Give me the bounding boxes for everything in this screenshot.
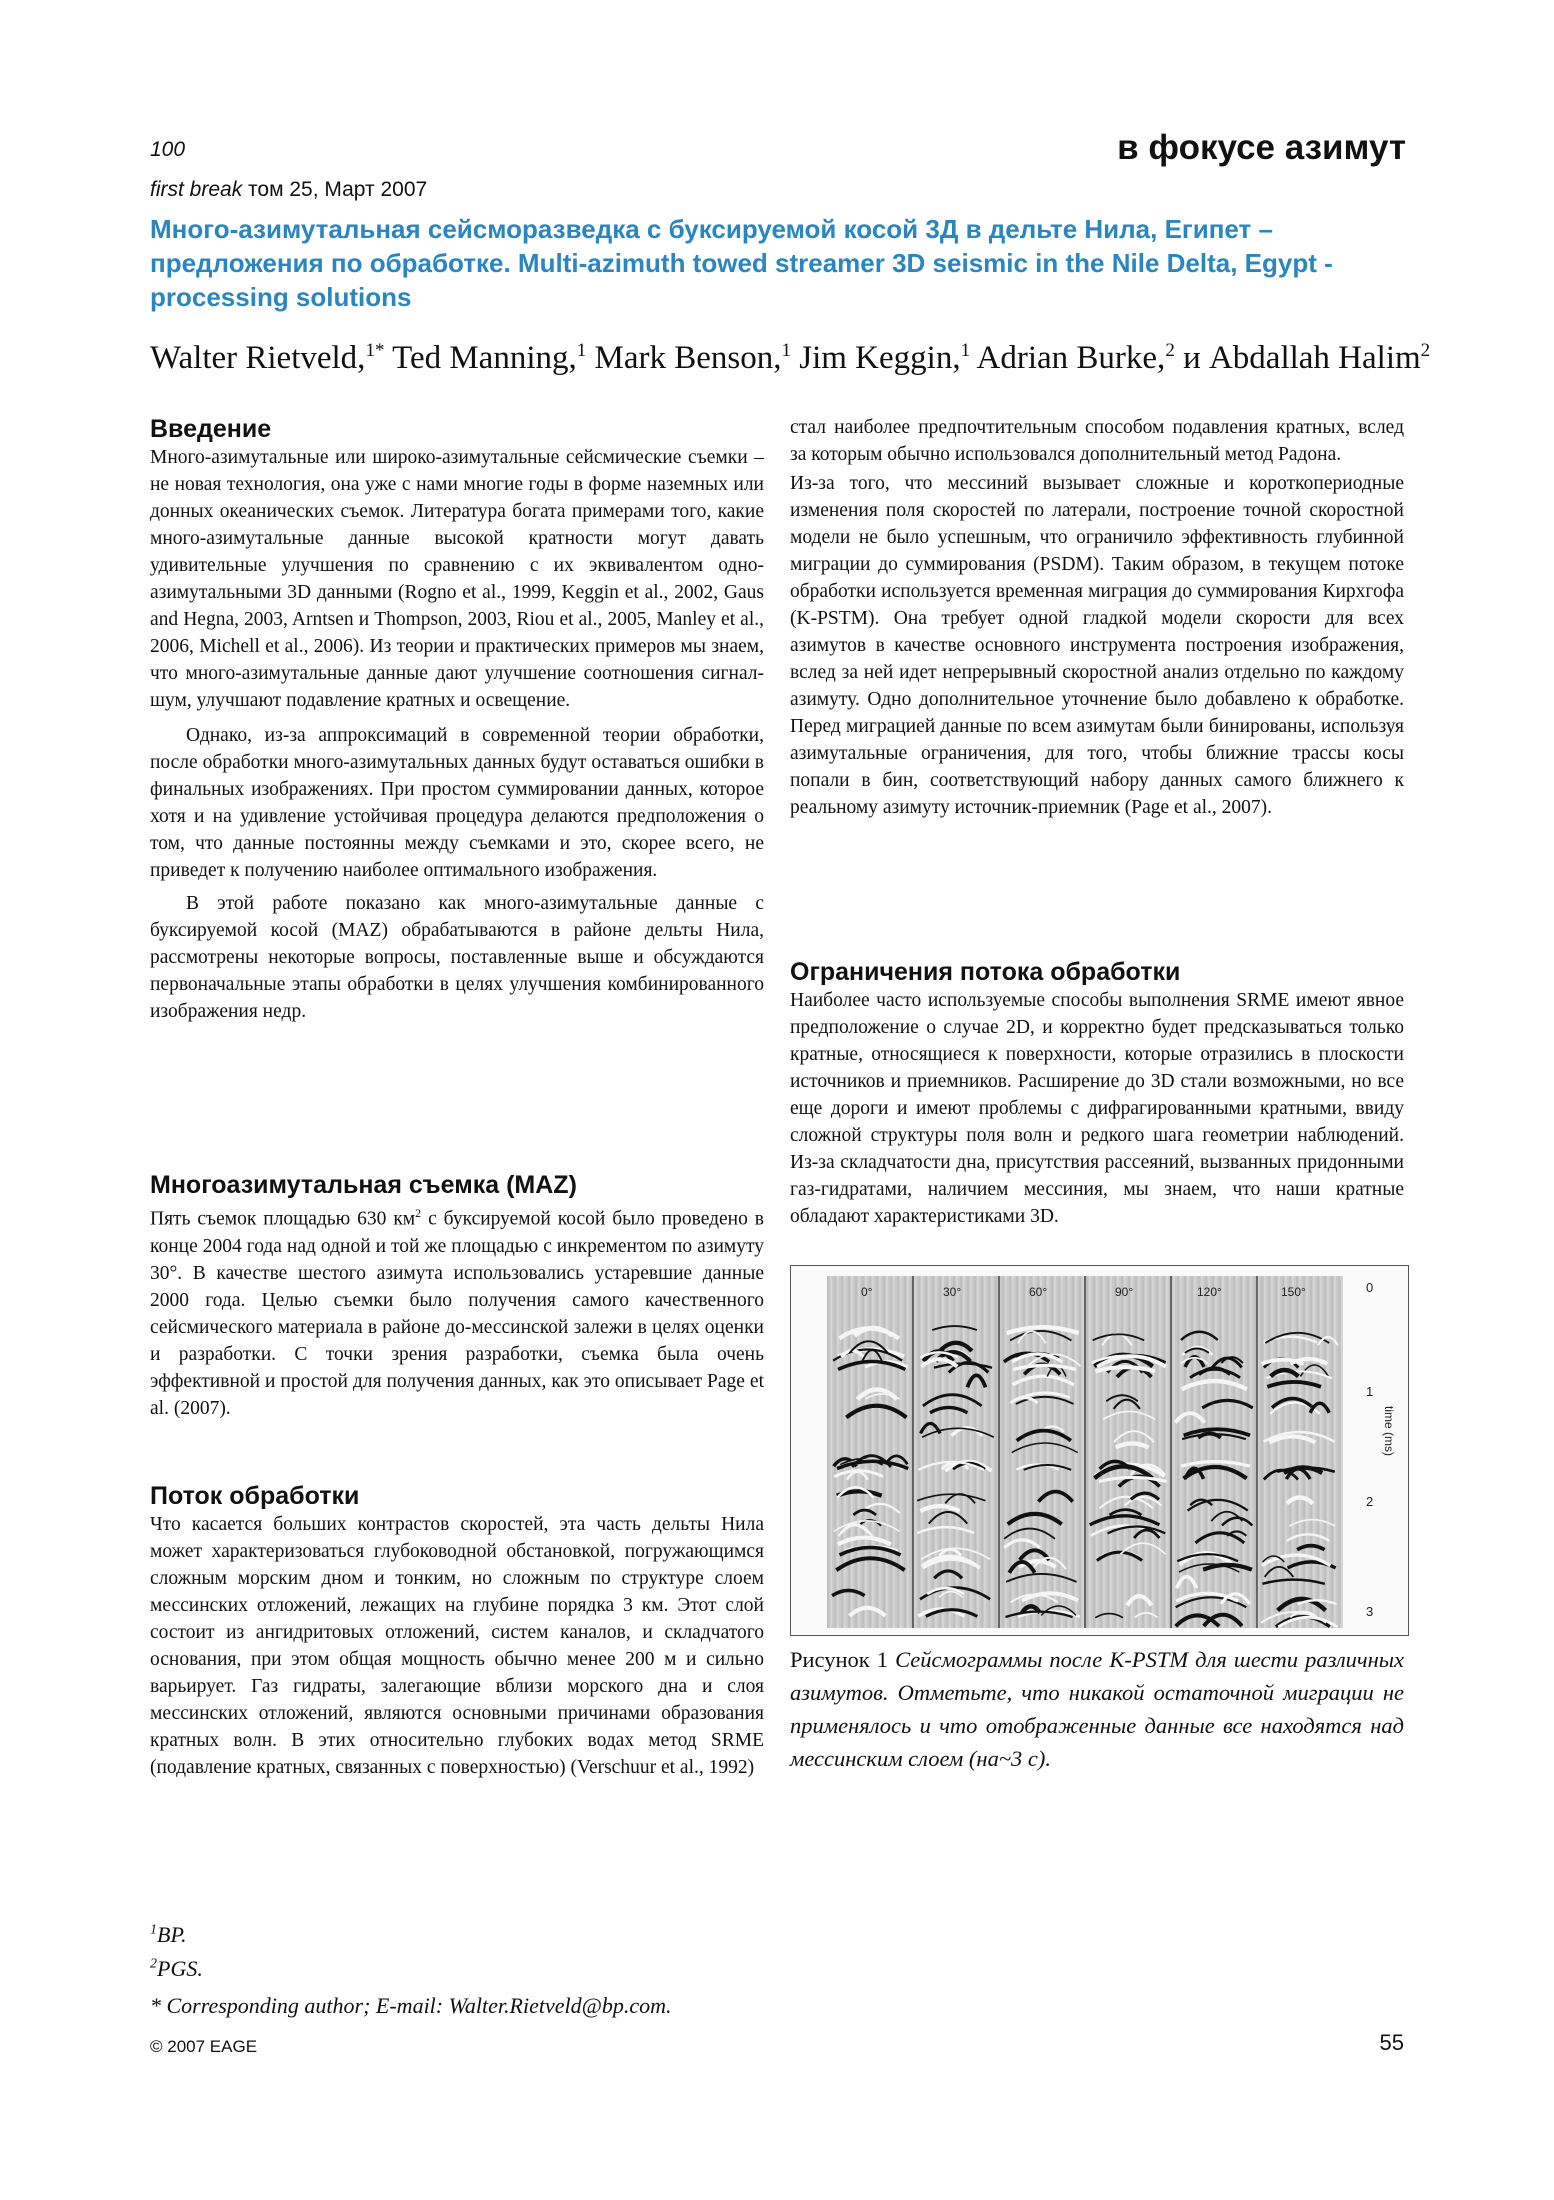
footnote-text: BP. [157,1922,187,1947]
author-affiliation: 1 [960,340,971,361]
footnote-text: Corresponding author; E-mail: Walter.Rietveld@bp.com. [161,1993,672,2018]
author-name: Jim Keggin, [799,340,961,376]
limits-heading: Ограничения потока обработки [790,958,1181,986]
intro-paragraph-3: В этой работе показано как много-азимутальные данные с буксируемой косой (MAZ) обрабатываются в районе дельты Нила, рассмотрены некоторые вопросы, поставленные выше и обсуждаются первоначальные этапы обработки в целях улучшения комбинированного изображения недр. [150,893,764,1022]
footnote-1 [150,1922,187,1948]
author-affiliation: 2 [1420,340,1431,361]
article-title: Много-азимутальная сейсморазведка с буксируемой косой 3Д в дельте Нила, Египет – предложения по обработке. Multi-azimuth towed streamer 3D seismic in the Nile Delta, Egypt - processing solutions [150,214,1333,312]
figure-1-seismic-gathers [790,1265,1409,1636]
kpstm-paragraph: Из-за того, что мессиний вызывает сложные и короткопериодные изменения поля скоростей по латерали, построение точной скоростной модели не было успешным, что ограничило эффективность глубинной миграции до суммирования (PSDM). Таким образом, в текущем потоке обработки используется временная миграция до суммирования Кирхгофа (K-PSTM). Она требует одной гладкой модели скорости для всех азимутов в качестве основного инструмента построения изображения, вслед за ней идет непрерывный скоростной анализ отдельно по каждому азимуту. Одно дополнительное уточнение было добавлено к обработке. Перед миграцией данные по всем азимутам были бинированы, используя азимутальные ограничения, для того, чтобы ближние трассы косы попали в бин, соответствующий набору данных самого ближнего к реальному азимуту источник-приемник (Page et al., 2007). [790,473,1404,818]
azimuth-label: 120° [1197,1285,1222,1299]
section-title: в фокусе азимут [1117,128,1406,167]
footnote-mark: * [150,1993,161,2018]
footnote-3 [150,1993,672,2019]
right-column-top [790,414,1404,821]
caption-label: Рисунок 1 [790,1647,889,1672]
author-name: и Abdallah Halim [1183,340,1421,376]
time-axis-label: time (ms) [1382,1406,1396,1456]
page-number: 55 [1379,2030,1404,2055]
seismic-image [791,1266,1408,1635]
limits-paragraph: Наиболее часто используемые способы выполнения SRME имеют явное предположение о случае 2D, и корректно будет предсказываться только кратные, относящиеся к поверхности, которые отразились в плоскости источников и приемников. Расширение до 3D стали возможными, но все еще дороги и имеют проблемы с дифрагированными кратными, ввиду сложной структуры поля волн и редкого шага геометрии наблюдений. Из-за складчатости дна, присутствия рассеяний, вызванных придонными газ-гидратами, наличием мессиния, мы знаем, что наши кратные обладают характеристиками 3D. [790,990,1404,1227]
maz-text-a: Пять съемок площадью 630 км [150,1208,416,1230]
azimuth-label: 90° [1115,1285,1134,1299]
flow-heading: Поток обработки [150,1482,360,1510]
maz-superscript: 2 [415,1206,422,1220]
author-name: Adrian Burke, [976,340,1166,376]
time-tick: 0 [1366,1280,1374,1295]
author-affiliation: 2 [1165,340,1175,361]
time-axis [1366,1280,1396,1619]
maz-text-b: с буксируемой косой было проведено в конце 2004 года над одной и той же площадью с инкрементом по азимуту 30°. В качестве шестого азимута использовались устаревшие данные 2000 года. Целью съемки было получения самого качественного сейсмического материала в районе до-мессинской залежи в целях оценки и разработки. С точки зрения разработки, съемка была очень эффективной и простой для получения данных, как это описывает Page et al. (2007). [150,1208,764,1419]
author-name: Walter Rietveld, [150,340,366,376]
footnote-text: PGS. [157,1956,203,1981]
maz-paragraph [150,1200,764,1422]
flow-section [150,1481,764,1781]
footnote-2 [150,1956,203,1982]
author-affiliation: 1 [576,340,587,361]
figure-caption [790,1643,1404,1775]
author-name: Mark Benson, [594,340,782,376]
time-tick: 1 [1366,1384,1374,1399]
journal-name: first break [150,178,243,201]
time-tick: 3 [1366,1604,1374,1619]
azimuth-label: 0° [861,1285,873,1299]
intro-paragraph-1: Много-азимутальные или широко-азимутальные сейсмические съемки – не новая технология, она уже с нами многие годы в форме наземных или донных океанических съемок. Литература богата примерами того, какие много-азимутальные данные высокой кратности могут давать удивительные улучшения по сравнению с их эквивалентом одно-азимутальными 3D данными (Rogno et al., 1999, Keggin et al., 2002, Gaus and Hegna, 2003, Arntsen и Thompson, 2003, Riou et al., 2005, Manley et al., 2006, Michell et al., 2006). Из теории и практических примеров мы знаем, что много-азимутальные данные дают улучшение соотношения сигнал-шум, улучшают подавление кратных и освещение. [150,447,764,711]
author-affiliation: 1* [365,340,385,361]
intro-section [150,414,764,1025]
maz-heading: Многоазимутальная съемка (MAZ) [150,1171,577,1199]
journal-volume-date: том 25, Март 2007 [242,178,428,201]
time-tick: 2 [1366,1494,1374,1509]
intro-heading: Введение [150,415,272,443]
continued-paragraph: стал наиболее предпочтительным способом подавления кратных, вслед за которым обычно использовался дополнительный метод Радона. [790,417,1404,465]
intro-paragraph-2: Однако, из-за аппроксимаций в современной теории обработки, после обработки много-азимутальных данных будут оставаться ошибки в финальных изображениях. При простом суммировании данных, которое хотя и на удивление устойчивая процедура делаются предположения о том, что данные постоянны между съемками и это, скорее всего, не приведет к получению наиболее оптимального изображения. [150,725,764,881]
footnote-mark: 1 [150,1922,157,1938]
author-name: Ted Manning, [392,340,577,376]
footnote-mark: 2 [150,1956,157,1972]
maz-section [150,1170,764,1422]
running-page-number: 100 [150,138,186,161]
flow-paragraph: Что касается больших контрастов скоростей, эта часть дельты Нила может характеризоваться глубоководной обстановкой, погружающимся сложным морским дном и тонким, но сложным по структуре слоем мессинских отложений, лежащих на глубине порядка 3 км. Этот слой состоит из ангидритовых отложений, систем каналов, и складчатого основания, при этом общая мощность обычно менее 200 м и сильно варьирует. Газ гидраты, залегающие вблизи морского дна и слоя мессинских отложений, являются основными причинами образования кратных волн. В этих относительно глубоких водах метод SRME (подавление кратных, связанных с поверхностью) (Verschuur et al., 1992) [150,1514,764,1778]
azimuth-label: 30° [943,1285,962,1299]
author-list [150,340,1430,377]
journal-issue [150,178,427,202]
author-affiliation: 1 [781,340,791,361]
limits-section [790,957,1404,1230]
caption-text: Сейсмограммы после K-PSTM для шести различных азимутов. Отметьте, что никакой остаточной миграции не применялось и что отображенные данные все находятся над мессинским слоем (на~3 с). [790,1647,1404,1771]
copyright: © 2007 EAGE [150,2037,258,2056]
azimuth-label: 150° [1281,1285,1306,1299]
azimuth-label: 60° [1029,1285,1048,1299]
